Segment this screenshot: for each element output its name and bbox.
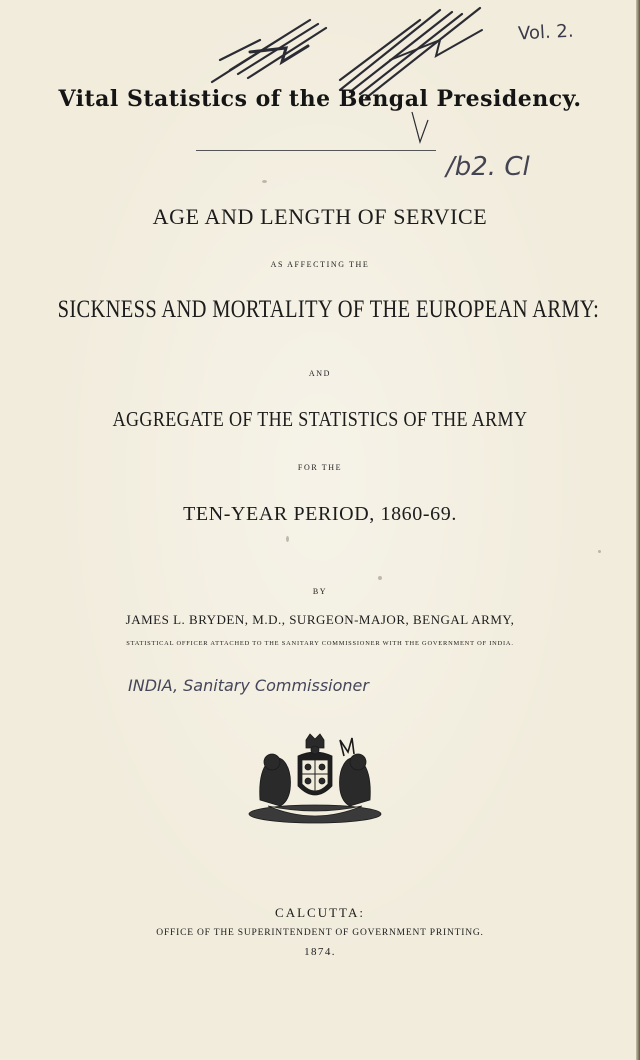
subject-title: SICKNESS AND MORTALITY OF THE EUROPEAN ARMY: — [57, 296, 600, 323]
period-title: TEN-YEAR PERIOD, 1860-69. — [183, 503, 457, 525]
ink-speck — [286, 536, 289, 542]
catalogue-note: INDIA, Sanitary Commissioner — [128, 676, 369, 695]
by-label: BY — [312, 587, 328, 596]
subject-title-2: AGGREGATE OF THE STATISTICS OF THE ARMY — [112, 407, 528, 431]
imprint-city: CALCUTTA: — [275, 905, 365, 920]
cancellation-scribble — [190, 0, 530, 160]
title-divider — [196, 150, 436, 151]
author-name: JAMES L. BRYDEN, M.D., SURGEON-MAJOR, BENGAL ARMY, — [125, 612, 515, 627]
ink-speck — [378, 576, 382, 580]
class-mark: /b2. Cl — [446, 152, 530, 182]
imprint-office: OFFICE OF THE SUPERINTENDENT OF GOVERNMENT PRINTING. — [156, 928, 484, 938]
main-title: AGE AND LENGTH OF SERVICE — [152, 204, 488, 229]
author-description: STATISTICAL OFFICER ATTACHED TO THE SANITARY COMMISSIONER WITH THE GOVERNMENT OF INDIA. — [126, 640, 514, 647]
ink-speck — [262, 180, 267, 183]
connector-for-the: FOR THE — [297, 463, 343, 472]
volume-mark: Vol. 2. — [517, 20, 575, 45]
connector-as-affecting: AS AFFECTING THE — [270, 260, 370, 269]
page-edge-shadow — [636, 0, 640, 1060]
connector-and: AND — [308, 369, 332, 378]
ink-speck — [598, 550, 601, 553]
royal-coat-of-arms-icon — [240, 730, 390, 826]
imprint-year: 1874. — [304, 946, 336, 958]
series-title: Vital Statistics of the Bengal Presidency. — [58, 86, 582, 112]
